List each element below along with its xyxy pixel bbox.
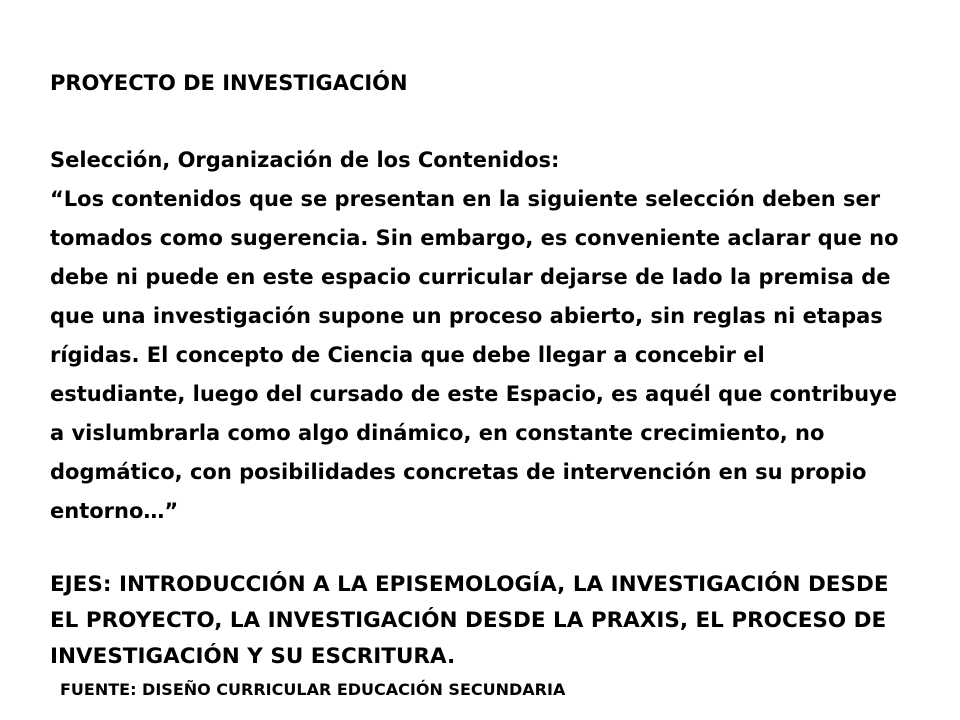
- source-note: FUENTE: DISEÑO CURRICULAR EDUCACIÓN SECUNDARIA: [60, 680, 566, 699]
- spacer: [50, 531, 910, 567]
- spacer: [50, 103, 910, 141]
- ejes-paragraph: EJES: INTRODUCCIÓN A LA EPISEMOLOGÍA, LA INVESTIGACIÓN DESDE EL PROYECTO, LA INVESTIGACIÓN DESDE LA PRAXIS, EL PROCESO DE INVESTIGACIÓN Y SU ESCRITURA.: [50, 572, 889, 669]
- slide-content: [50, 64, 910, 702]
- section-subtitle: Selección, Organización de los Contenidos:: [50, 148, 560, 172]
- quote-paragraph: “Los contenidos que se presentan en la siguiente selección deben ser tomados como sugerencia. Sin embargo, es conveniente aclarar que no debe ni puede en este espacio curricular dejarse de lado la premisa de que una investigación supone un proceso abierto, sin reglas ni etapas rígidas. El concepto de Ciencia que debe llegar a concebir el estudiante, luego del cursado de este Espacio, es aquél que contribuye a vislumbrarla como algo dinámico, en constante crecimiento, no dogmático, con posibilidades concretas de intervención en su propio entorno…”: [50, 187, 899, 523]
- slide-title: PROYECTO DE INVESTIGACIÓN: [50, 71, 408, 95]
